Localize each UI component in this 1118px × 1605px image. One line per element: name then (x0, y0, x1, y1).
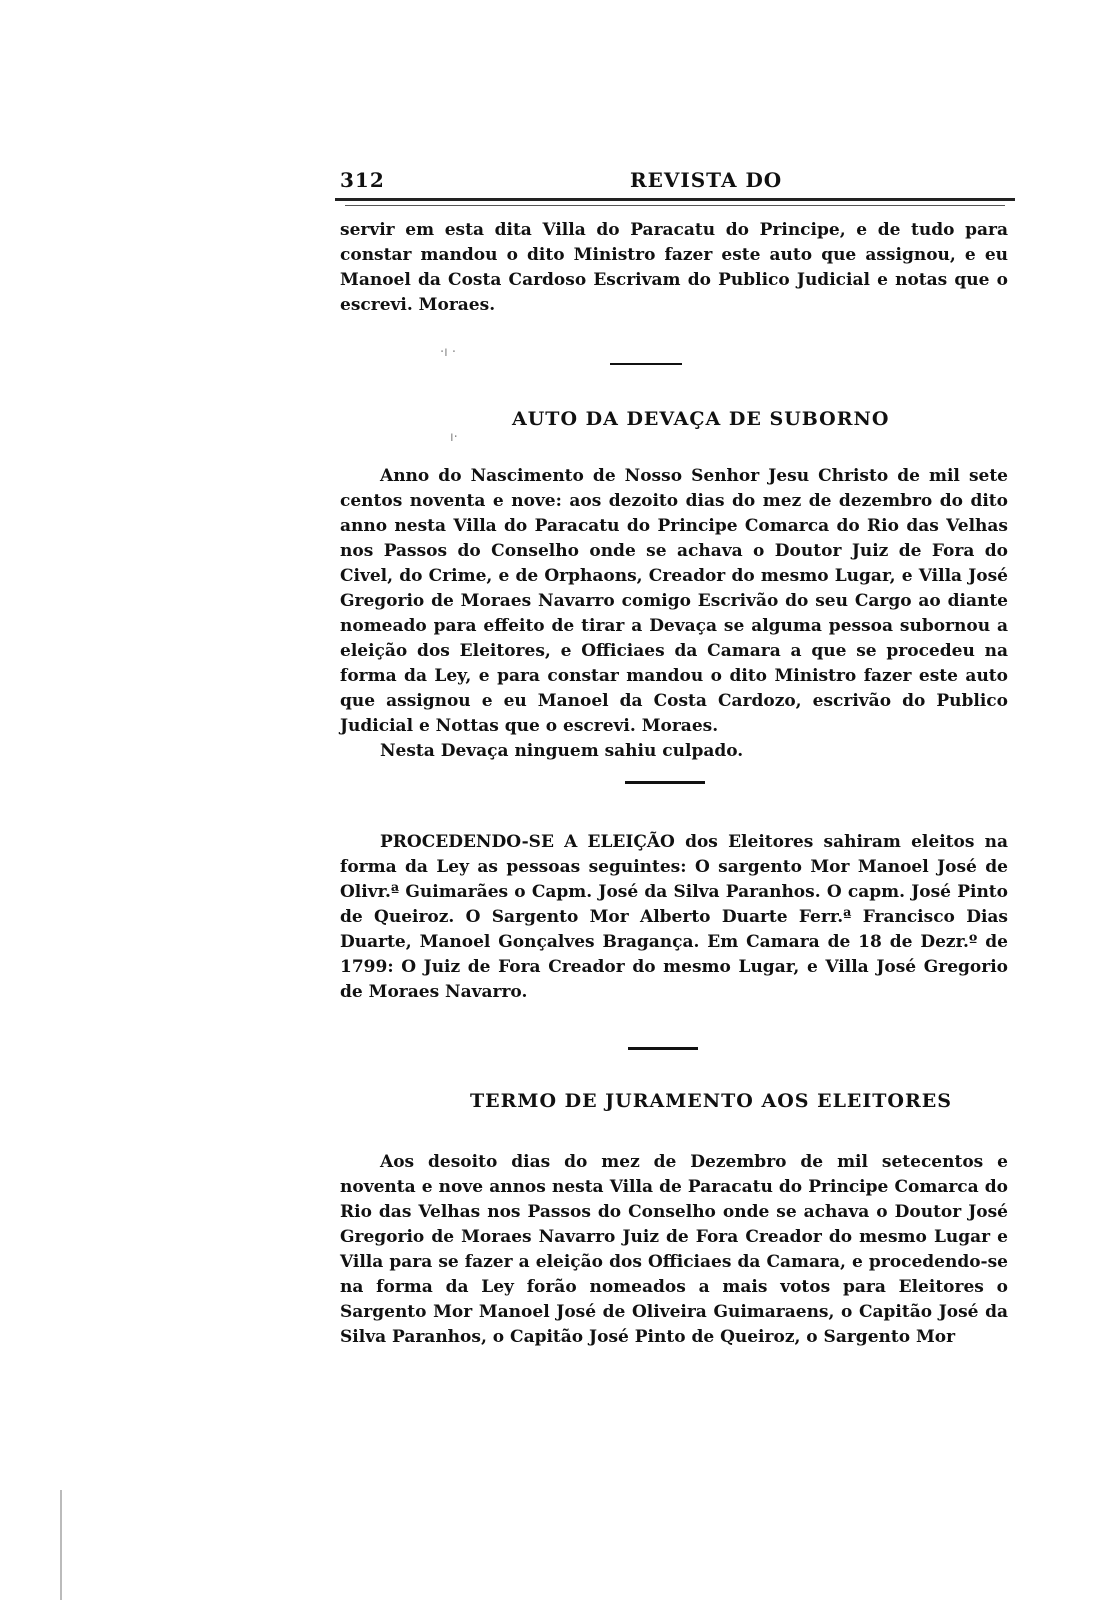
auto-devaca-paragraph: Anno do Nascimento de Nosso Senhor Jesu Christo de mil sete centos noventa e nove: aos dezoito dias do mez de dezembro do dito anno nesta Villa do Paracatu do Principe Comarca do Rio das Velhas nos Passos do Conselho onde se achava o Doutor Juiz de Fora do Civel, do Crime, e de Orphaons, Creador do mesmo Lugar, e Villa José Gregorio de Moraes Navarro comigo Escrivão do seu Cargo ao diante nomeado para effeito de tirar a Devaça se alguma pessoa subornou a eleição dos Eleitores, e Officiaes da Camara a que se procedeu na forma da Ley, e para constar mandou o dito Ministro fazer este auto que assignou e eu Manoel da Costa Cardozo, escrivão do Publico Judicial e Nottas que o escrevi. Moraes. (340, 466, 1008, 736)
election-paragraph: PROCEDENDO-SE A ELEIÇÃO dos Eleitores sahiram eleitos na forma da Ley as pessoas seguintes: O sargento Mor Manoel José de Olivr.ª Guimarães o Capm. José da Silva Paranhos. O capm. José Pinto de Queiroz. O Sargento Mor Alberto Duarte Ferr.ª Francisco Dias Duarte, Manoel Gonçalves Bragança. Em Camara de 18 de Dezr.º de 1799: O Juiz de Fora Creador do mesmo Lugar, e Villa José Gregorio de Moraes Navarro. (340, 832, 1008, 1002)
running-head: REVISTA DO (630, 168, 783, 192)
page-header (340, 168, 1010, 198)
continuation-paragraph (340, 218, 1008, 318)
section-heading-auto-devaca: AUTO DA DEVAÇA DE SUBORNO (512, 408, 890, 430)
termo-juramento-block (340, 1150, 1008, 1350)
auto-devaca-paragraphs (340, 464, 1008, 764)
continuation-text: servir em esta dita Villa do Paracatu do Principe, e de tudo para constar mandou o dito Ministro fazer este auto que assignou, e eu Manoel da Costa Cardoso Escrivam do Publico Judicial e notas que o escrevi. Moraes. (340, 220, 1008, 315)
page-edge-shadow (60, 1490, 62, 1600)
section-heading-termo-juramento: TERMO DE JURAMENTO AOS ELEITORES (470, 1090, 952, 1112)
section-divider (610, 363, 682, 365)
page-number: 312 (340, 168, 385, 192)
termo-juramento-paragraph: Aos desoito dias do mez de Dezembro de mil setecentos e noventa e nove annos nesta Villa de Paracatu do Principe Comarca do Rio das Velhas nos Passos do Conselho onde se achava o Doutor José Gregorio de Moraes Navarro Juiz de Fora Creador do mesmo Lugar e Villa para se fazer a eleição dos Officiaes da Camara, e procedendo-se na forma da Ley forão nomeados a mais votos para Eleitores o Sargento Mor Manoel José de Oliveira Guimaraens, o Capitão José da Silva Paranhos, o Capitão José Pinto de Queiroz, o Sargento Mor (340, 1152, 1008, 1347)
header-rule (335, 198, 1015, 201)
section-divider (628, 1047, 698, 1050)
margin-mark: ı· (450, 430, 458, 445)
section-divider (625, 781, 705, 784)
auto-devaca-verdict: Nesta Devaça ninguem sahiu culpado. (380, 741, 744, 761)
margin-mark: ·ı · (440, 345, 457, 360)
header-rule-thin (345, 205, 1005, 206)
election-paragraph-block (340, 830, 1008, 1005)
